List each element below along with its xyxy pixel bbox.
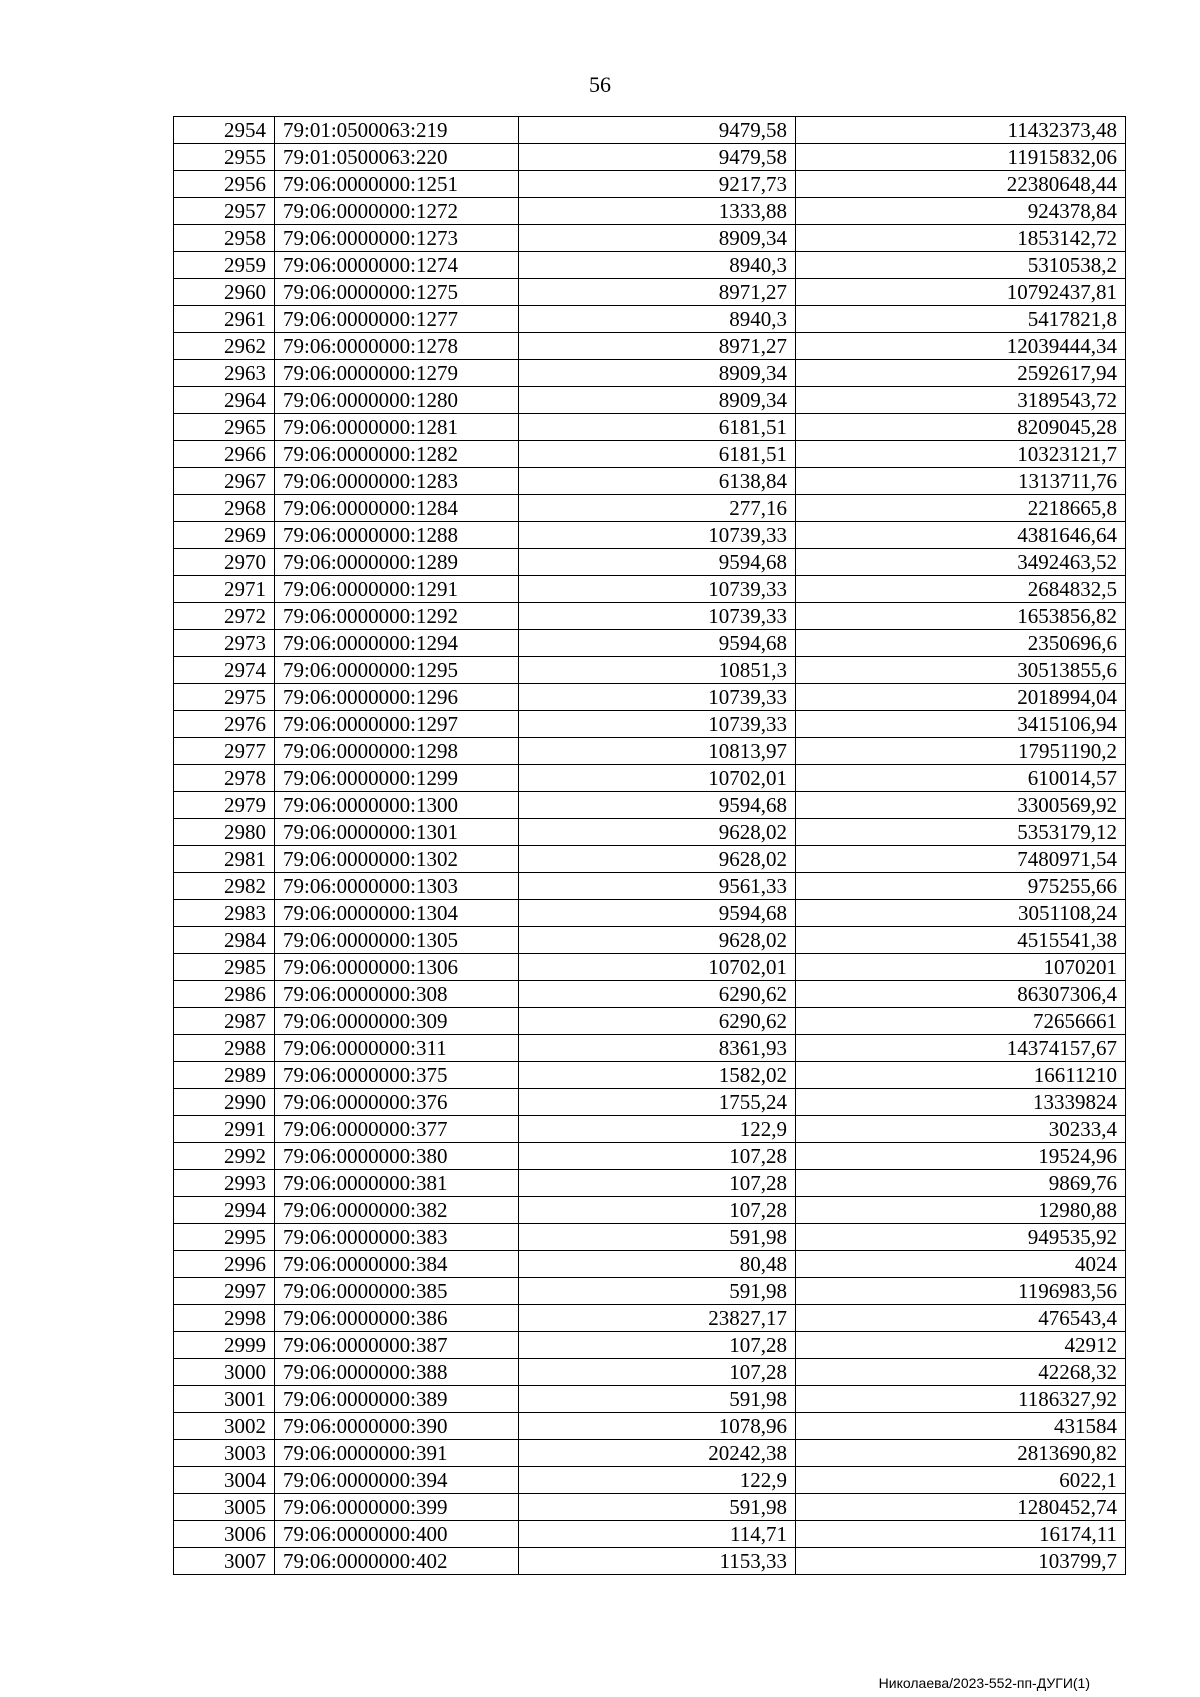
cadastral-value-cell: 12039444,34 [796, 333, 1126, 360]
row-number-cell: 2972 [174, 603, 275, 630]
cadastral-number-cell: 79:06:0000000:399 [275, 1494, 519, 1521]
cadastral-number-cell: 79:06:0000000:381 [275, 1170, 519, 1197]
cadastral-number-cell: 79:06:0000000:1305 [275, 927, 519, 954]
table-row [174, 846, 1126, 873]
row-number-cell: 2978 [174, 765, 275, 792]
cadastral-value-cell: 975255,66 [796, 873, 1126, 900]
row-number-cell: 2993 [174, 1170, 275, 1197]
table-row [174, 819, 1126, 846]
table-row [174, 1386, 1126, 1413]
row-number-cell: 2999 [174, 1332, 275, 1359]
table-row [174, 441, 1126, 468]
area-cell: 9594,68 [519, 792, 796, 819]
cadastral-value-cell: 949535,92 [796, 1224, 1126, 1251]
table-row [174, 1197, 1126, 1224]
table-row [174, 684, 1126, 711]
area-cell: 10739,33 [519, 522, 796, 549]
row-number-cell: 2991 [174, 1116, 275, 1143]
row-number-cell: 2992 [174, 1143, 275, 1170]
cadastral-number-cell: 79:06:0000000:382 [275, 1197, 519, 1224]
cadastral-number-cell: 79:06:0000000:1274 [275, 252, 519, 279]
table-row [174, 387, 1126, 414]
table-row [174, 360, 1126, 387]
cadastral-value-cell: 4024 [796, 1251, 1126, 1278]
table-row [174, 333, 1126, 360]
cadastral-number-cell: 79:06:0000000:1289 [275, 549, 519, 576]
table-row [174, 657, 1126, 684]
cadastral-number-cell: 79:06:0000000:388 [275, 1359, 519, 1386]
table-row [174, 468, 1126, 495]
row-number-cell: 2973 [174, 630, 275, 657]
cadastral-value-cell: 6022,1 [796, 1467, 1126, 1494]
cadastral-number-cell: 79:06:0000000:1303 [275, 873, 519, 900]
table-row [174, 1440, 1126, 1467]
cadastral-number-cell: 79:06:0000000:1299 [275, 765, 519, 792]
cadastral-value-cell: 42268,32 [796, 1359, 1126, 1386]
row-number-cell: 2955 [174, 144, 275, 171]
cadastral-value-cell: 1280452,74 [796, 1494, 1126, 1521]
cadastral-number-cell: 79:06:0000000:1295 [275, 657, 519, 684]
cadastral-number-cell: 79:06:0000000:311 [275, 1035, 519, 1062]
row-number-cell: 2987 [174, 1008, 275, 1035]
area-cell: 8909,34 [519, 387, 796, 414]
table-row [174, 792, 1126, 819]
cadastral-value-cell: 13339824 [796, 1089, 1126, 1116]
cadastral-number-cell: 79:06:0000000:1272 [275, 198, 519, 225]
area-cell: 8940,3 [519, 252, 796, 279]
area-cell: 20242,38 [519, 1440, 796, 1467]
page-number: 56 [589, 72, 611, 97]
cadastral-value-cell: 5310538,2 [796, 252, 1126, 279]
row-number-cell: 2990 [174, 1089, 275, 1116]
area-cell: 10702,01 [519, 765, 796, 792]
area-cell: 9628,02 [519, 927, 796, 954]
area-cell: 8909,34 [519, 360, 796, 387]
cadastral-value-cell: 7480971,54 [796, 846, 1126, 873]
cadastral-value-cell: 5353179,12 [796, 819, 1126, 846]
cadastral-value-cell: 2592617,94 [796, 360, 1126, 387]
area-cell: 10739,33 [519, 603, 796, 630]
row-number-cell: 2958 [174, 225, 275, 252]
area-cell: 591,98 [519, 1386, 796, 1413]
cadastral-value-cell: 19524,96 [796, 1143, 1126, 1170]
table-row [174, 1305, 1126, 1332]
cadastral-value-cell: 8209045,28 [796, 414, 1126, 441]
table-row [174, 306, 1126, 333]
table-row [174, 144, 1126, 171]
row-number-cell: 2979 [174, 792, 275, 819]
row-number-cell: 3006 [174, 1521, 275, 1548]
cadastral-value-cell: 610014,57 [796, 765, 1126, 792]
table-row [174, 171, 1126, 198]
table-row [174, 711, 1126, 738]
cadastral-value-cell: 12980,88 [796, 1197, 1126, 1224]
cadastral-value-cell: 9869,76 [796, 1170, 1126, 1197]
table-row [174, 1035, 1126, 1062]
row-number-cell: 2989 [174, 1062, 275, 1089]
area-cell: 6290,62 [519, 1008, 796, 1035]
area-cell: 1333,88 [519, 198, 796, 225]
area-cell: 8971,27 [519, 333, 796, 360]
cadastral-value-cell: 16611210 [796, 1062, 1126, 1089]
area-cell: 6138,84 [519, 468, 796, 495]
cadastral-value-cell: 2350696,6 [796, 630, 1126, 657]
cadastral-number-cell: 79:06:0000000:1292 [275, 603, 519, 630]
cadastral-value-table [173, 116, 1126, 1575]
cadastral-value-cell: 2218665,8 [796, 495, 1126, 522]
row-number-cell: 3005 [174, 1494, 275, 1521]
cadastral-value-cell: 3051108,24 [796, 900, 1126, 927]
table-row [174, 1494, 1126, 1521]
row-number-cell: 2996 [174, 1251, 275, 1278]
cadastral-value-cell: 16174,11 [796, 1521, 1126, 1548]
cadastral-number-cell: 79:06:0000000:1282 [275, 441, 519, 468]
cadastral-value-cell: 1853142,72 [796, 225, 1126, 252]
cadastral-number-cell: 79:06:0000000:1304 [275, 900, 519, 927]
area-cell: 9561,33 [519, 873, 796, 900]
table-row [174, 225, 1126, 252]
row-number-cell: 2968 [174, 495, 275, 522]
cadastral-number-cell: 79:06:0000000:1291 [275, 576, 519, 603]
cadastral-value-cell: 42912 [796, 1332, 1126, 1359]
cadastral-value-cell: 924378,84 [796, 198, 1126, 225]
cadastral-value-cell: 3415106,94 [796, 711, 1126, 738]
cadastral-value-cell: 4381646,64 [796, 522, 1126, 549]
table-row [174, 1359, 1126, 1386]
area-cell: 23827,17 [519, 1305, 796, 1332]
table-row [174, 1062, 1126, 1089]
area-cell: 9479,58 [519, 144, 796, 171]
table-row [174, 1521, 1126, 1548]
row-number-cell: 3001 [174, 1386, 275, 1413]
table-row [174, 549, 1126, 576]
row-number-cell: 2971 [174, 576, 275, 603]
cadastral-value-cell: 30513855,6 [796, 657, 1126, 684]
cadastral-number-cell: 79:01:0500063:219 [275, 117, 519, 144]
cadastral-value-cell: 1070201 [796, 954, 1126, 981]
area-cell: 8361,93 [519, 1035, 796, 1062]
area-cell: 9217,73 [519, 171, 796, 198]
table-row [174, 198, 1126, 225]
cadastral-value-cell: 476543,4 [796, 1305, 1126, 1332]
row-number-cell: 3004 [174, 1467, 275, 1494]
row-number-cell: 3007 [174, 1548, 275, 1575]
cadastral-number-cell: 79:06:0000000:380 [275, 1143, 519, 1170]
cadastral-number-cell: 79:06:0000000:1277 [275, 306, 519, 333]
table-row [174, 927, 1126, 954]
area-cell: 10851,3 [519, 657, 796, 684]
area-cell: 107,28 [519, 1143, 796, 1170]
table-row [174, 1278, 1126, 1305]
cadastral-value-cell: 3300569,92 [796, 792, 1126, 819]
cadastral-number-cell: 79:06:0000000:387 [275, 1332, 519, 1359]
area-cell: 114,71 [519, 1521, 796, 1548]
table-row [174, 522, 1126, 549]
table-row [174, 603, 1126, 630]
area-cell: 122,9 [519, 1116, 796, 1143]
area-cell: 10739,33 [519, 684, 796, 711]
cadastral-value-cell: 22380648,44 [796, 171, 1126, 198]
cadastral-number-cell: 79:06:0000000:385 [275, 1278, 519, 1305]
cadastral-number-cell: 79:06:0000000:1273 [275, 225, 519, 252]
row-number-cell: 2976 [174, 711, 275, 738]
area-cell: 10813,97 [519, 738, 796, 765]
cadastral-number-cell: 79:06:0000000:1297 [275, 711, 519, 738]
area-cell: 9479,58 [519, 117, 796, 144]
area-cell: 10739,33 [519, 711, 796, 738]
table-row [174, 117, 1126, 144]
row-number-cell: 3000 [174, 1359, 275, 1386]
row-number-cell: 2997 [174, 1278, 275, 1305]
cadastral-number-cell: 79:06:0000000:1251 [275, 171, 519, 198]
table-row [174, 1224, 1126, 1251]
table-row [174, 576, 1126, 603]
cadastral-number-cell: 79:06:0000000:402 [275, 1548, 519, 1575]
row-number-cell: 2962 [174, 333, 275, 360]
row-number-cell: 2980 [174, 819, 275, 846]
table-row [174, 1413, 1126, 1440]
row-number-cell: 2985 [174, 954, 275, 981]
cadastral-value-cell: 103799,7 [796, 1548, 1126, 1575]
area-cell: 107,28 [519, 1359, 796, 1386]
area-cell: 10702,01 [519, 954, 796, 981]
cadastral-number-cell: 79:06:0000000:1298 [275, 738, 519, 765]
cadastral-value-cell: 1186327,92 [796, 1386, 1126, 1413]
table-row [174, 981, 1126, 1008]
document-footer-code: Николаева/2023-552-пп-ДУГИ(1) [878, 1675, 1090, 1691]
row-number-cell: 2994 [174, 1197, 275, 1224]
cadastral-number-cell: 79:01:0500063:220 [275, 144, 519, 171]
row-number-cell: 2963 [174, 360, 275, 387]
cadastral-number-cell: 79:06:0000000:384 [275, 1251, 519, 1278]
row-number-cell: 2954 [174, 117, 275, 144]
table-row [174, 1170, 1126, 1197]
row-number-cell: 2969 [174, 522, 275, 549]
cadastral-value-cell: 11915832,06 [796, 144, 1126, 171]
row-number-cell: 2986 [174, 981, 275, 1008]
cadastral-number-cell: 79:06:0000000:1301 [275, 819, 519, 846]
cadastral-value-cell: 72656661 [796, 1008, 1126, 1035]
area-cell: 80,48 [519, 1251, 796, 1278]
area-cell: 122,9 [519, 1467, 796, 1494]
table-row [174, 1143, 1126, 1170]
cadastral-value-cell: 5417821,8 [796, 306, 1126, 333]
cadastral-value-cell: 1653856,82 [796, 603, 1126, 630]
cadastral-value-cell: 2684832,5 [796, 576, 1126, 603]
table-row [174, 765, 1126, 792]
table-row [174, 1332, 1126, 1359]
row-number-cell: 2956 [174, 171, 275, 198]
table-row [174, 1548, 1126, 1575]
table-row [174, 1467, 1126, 1494]
cadastral-number-cell: 79:06:0000000:390 [275, 1413, 519, 1440]
cadastral-number-cell: 79:06:0000000:1288 [275, 522, 519, 549]
table-row [174, 279, 1126, 306]
row-number-cell: 2984 [174, 927, 275, 954]
row-number-cell: 2960 [174, 279, 275, 306]
row-number-cell: 2974 [174, 657, 275, 684]
row-number-cell: 2964 [174, 387, 275, 414]
table-row [174, 414, 1126, 441]
area-cell: 277,16 [519, 495, 796, 522]
cadastral-value-cell: 10792437,81 [796, 279, 1126, 306]
cadastral-value-cell: 14374157,67 [796, 1035, 1126, 1062]
table-row [174, 252, 1126, 279]
cadastral-value-cell: 431584 [796, 1413, 1126, 1440]
cadastral-number-cell: 79:06:0000000:375 [275, 1062, 519, 1089]
table-row [174, 873, 1126, 900]
cadastral-value-cell: 10323121,7 [796, 441, 1126, 468]
table-body [174, 117, 1126, 1575]
area-cell: 9628,02 [519, 819, 796, 846]
table-row [174, 1089, 1126, 1116]
row-number-cell: 2965 [174, 414, 275, 441]
cadastral-number-cell: 79:06:0000000:1278 [275, 333, 519, 360]
cadastral-value-cell: 86307306,4 [796, 981, 1126, 1008]
area-cell: 1582,02 [519, 1062, 796, 1089]
area-cell: 8940,3 [519, 306, 796, 333]
cadastral-number-cell: 79:06:0000000:1281 [275, 414, 519, 441]
area-cell: 9594,68 [519, 630, 796, 657]
row-number-cell: 2967 [174, 468, 275, 495]
area-cell: 591,98 [519, 1494, 796, 1521]
area-cell: 6181,51 [519, 441, 796, 468]
cadastral-value-cell: 3189543,72 [796, 387, 1126, 414]
row-number-cell: 3002 [174, 1413, 275, 1440]
table-row [174, 495, 1126, 522]
cadastral-number-cell: 79:06:0000000:308 [275, 981, 519, 1008]
cadastral-number-cell: 79:06:0000000:389 [275, 1386, 519, 1413]
table-row [174, 1008, 1126, 1035]
row-number-cell: 2977 [174, 738, 275, 765]
cadastral-number-cell: 79:06:0000000:376 [275, 1089, 519, 1116]
area-cell: 10739,33 [519, 576, 796, 603]
table-row [174, 900, 1126, 927]
area-cell: 1153,33 [519, 1548, 796, 1575]
row-number-cell: 2961 [174, 306, 275, 333]
cadastral-number-cell: 79:06:0000000:1300 [275, 792, 519, 819]
row-number-cell: 2981 [174, 846, 275, 873]
cadastral-number-cell: 79:06:0000000:377 [275, 1116, 519, 1143]
cadastral-number-cell: 79:06:0000000:1294 [275, 630, 519, 657]
row-number-cell: 3003 [174, 1440, 275, 1467]
cadastral-number-cell: 79:06:0000000:1296 [275, 684, 519, 711]
cadastral-number-cell: 79:06:0000000:400 [275, 1521, 519, 1548]
cadastral-value-cell: 1313711,76 [796, 468, 1126, 495]
cadastral-number-cell: 79:06:0000000:1275 [275, 279, 519, 306]
row-number-cell: 2966 [174, 441, 275, 468]
cadastral-number-cell: 79:06:0000000:1302 [275, 846, 519, 873]
table-row [174, 954, 1126, 981]
cadastral-number-cell: 79:06:0000000:391 [275, 1440, 519, 1467]
cadastral-value-cell: 1196983,56 [796, 1278, 1126, 1305]
cadastral-number-cell: 79:06:0000000:1284 [275, 495, 519, 522]
area-cell: 8971,27 [519, 279, 796, 306]
cadastral-number-cell: 79:06:0000000:1283 [275, 468, 519, 495]
area-cell: 591,98 [519, 1278, 796, 1305]
row-number-cell: 2988 [174, 1035, 275, 1062]
row-number-cell: 2957 [174, 198, 275, 225]
cadastral-value-cell: 30233,4 [796, 1116, 1126, 1143]
row-number-cell: 2970 [174, 549, 275, 576]
area-cell: 107,28 [519, 1332, 796, 1359]
area-cell: 6181,51 [519, 414, 796, 441]
row-number-cell: 2982 [174, 873, 275, 900]
cadastral-value-cell: 4515541,38 [796, 927, 1126, 954]
table-row [174, 738, 1126, 765]
cadastral-value-cell: 11432373,48 [796, 117, 1126, 144]
area-cell: 9628,02 [519, 846, 796, 873]
area-cell: 6290,62 [519, 981, 796, 1008]
area-cell: 9594,68 [519, 549, 796, 576]
area-cell: 591,98 [519, 1224, 796, 1251]
area-cell: 107,28 [519, 1197, 796, 1224]
area-cell: 9594,68 [519, 900, 796, 927]
table-row [174, 1116, 1126, 1143]
table-row [174, 1251, 1126, 1278]
cadastral-number-cell: 79:06:0000000:309 [275, 1008, 519, 1035]
area-cell: 1078,96 [519, 1413, 796, 1440]
cadastral-value-cell: 17951190,2 [796, 738, 1126, 765]
table-row [174, 630, 1126, 657]
area-cell: 1755,24 [519, 1089, 796, 1116]
row-number-cell: 2995 [174, 1224, 275, 1251]
cadastral-value-cell: 2018994,04 [796, 684, 1126, 711]
cadastral-number-cell: 79:06:0000000:383 [275, 1224, 519, 1251]
cadastral-number-cell: 79:06:0000000:394 [275, 1467, 519, 1494]
cadastral-number-cell: 79:06:0000000:1306 [275, 954, 519, 981]
cadastral-value-cell: 2813690,82 [796, 1440, 1126, 1467]
cadastral-number-cell: 79:06:0000000:386 [275, 1305, 519, 1332]
row-number-cell: 2975 [174, 684, 275, 711]
cadastral-value-cell: 3492463,52 [796, 549, 1126, 576]
area-cell: 8909,34 [519, 225, 796, 252]
cadastral-number-cell: 79:06:0000000:1279 [275, 360, 519, 387]
row-number-cell: 2983 [174, 900, 275, 927]
row-number-cell: 2959 [174, 252, 275, 279]
row-number-cell: 2998 [174, 1305, 275, 1332]
cadastral-number-cell: 79:06:0000000:1280 [275, 387, 519, 414]
area-cell: 107,28 [519, 1170, 796, 1197]
